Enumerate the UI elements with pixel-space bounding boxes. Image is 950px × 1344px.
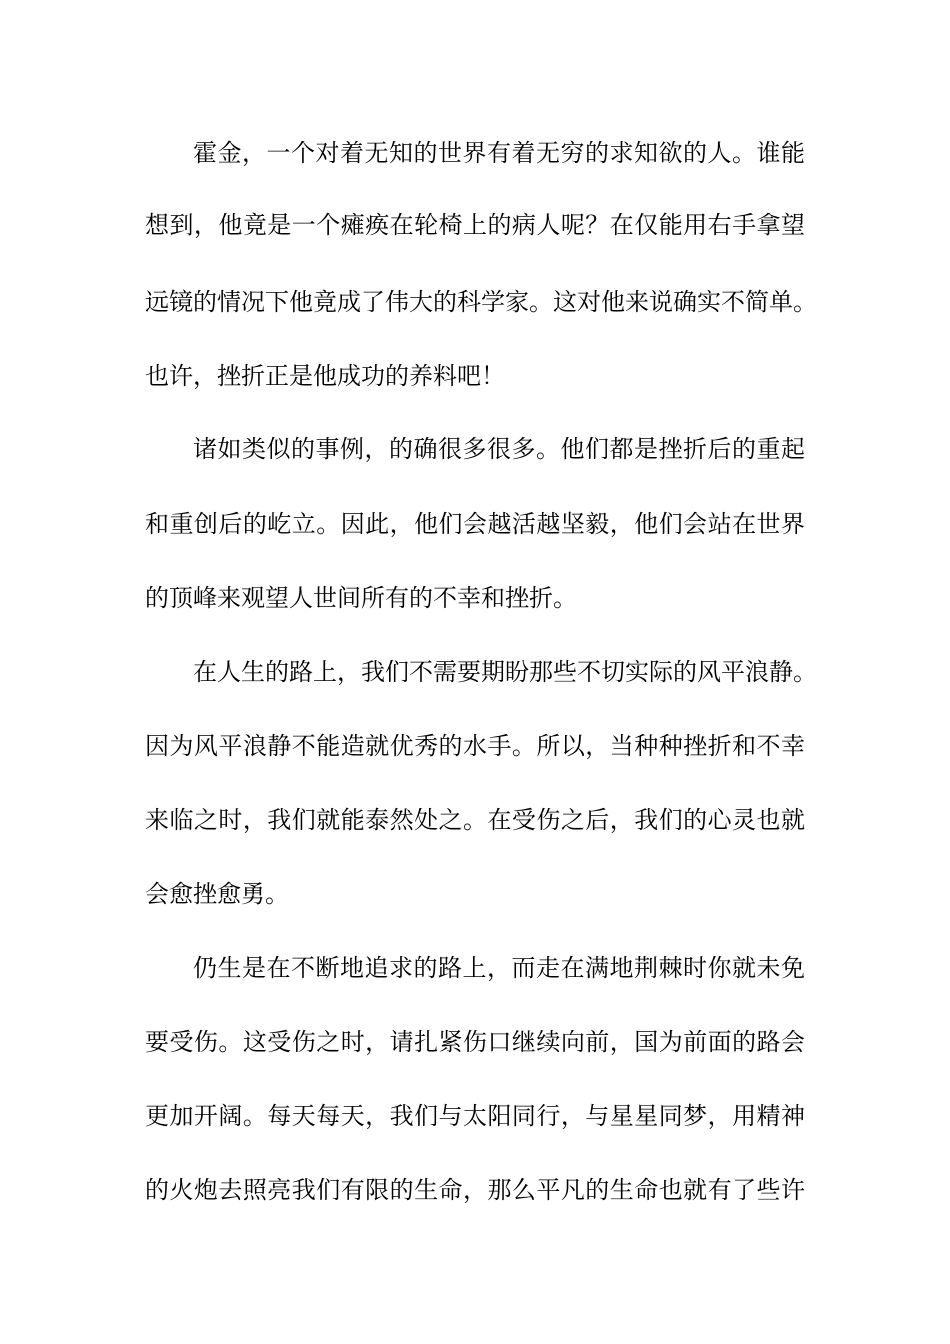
paragraph-4-line-4: 的火炮去照亮我们有限的生命，那么平凡的生命也就有了些许 <box>145 1176 805 1204</box>
paragraph-1-line-4: 也许，挫折正是他成功的养料吧！ <box>145 362 505 390</box>
paragraph-1-line-3: 远镜的情况下他竟成了伟大的科学家。这对他来说确实不简单。 <box>145 288 817 316</box>
paragraph-2-line-2: 和重创后的屹立。因此，他们会越活越坚毅，他们会站在世界 <box>145 510 805 538</box>
paragraph-4-line-2: 要受伤。这受伤之时，请扎紧伤口继续向前，国为前面的路会 <box>145 1028 805 1056</box>
paragraph-2-line-3: 的顶峰来观望人世间所有的不幸和挫折。 <box>145 584 577 612</box>
paragraph-4-line-1: 仍生是在不断地追求的路上，而走在满地荆棘时你就未免 <box>193 954 805 982</box>
paragraph-3-line-4: 会愈挫愈勇。 <box>145 880 289 908</box>
paragraph-3-line-3: 来临之时，我们就能泰然处之。在受伤之后，我们的心灵也就 <box>145 806 805 834</box>
paragraph-1-line-1: 霍金，一个对着无知的世界有着无穷的求知欲的人。谁能 <box>193 139 805 167</box>
paragraph-4-line-3: 更加开阔。每天每天，我们与太阳同行，与星星同梦，用精神 <box>145 1102 805 1130</box>
paragraph-1-line-2: 想到，他竟是一个瘫痪在轮椅上的病人呢？在仅能用右手拿望 <box>145 211 805 239</box>
paragraph-2-line-1: 诸如类似的事例，的确很多很多。他们都是挫折后的重起 <box>193 435 805 463</box>
paragraph-3-line-2: 因为风平浪静不能造就优秀的水手。所以，当种种挫折和不幸 <box>145 732 805 760</box>
paragraph-3-line-1: 在人生的路上，我们不需要期盼那些不切实际的风平浪静。 <box>193 658 817 686</box>
